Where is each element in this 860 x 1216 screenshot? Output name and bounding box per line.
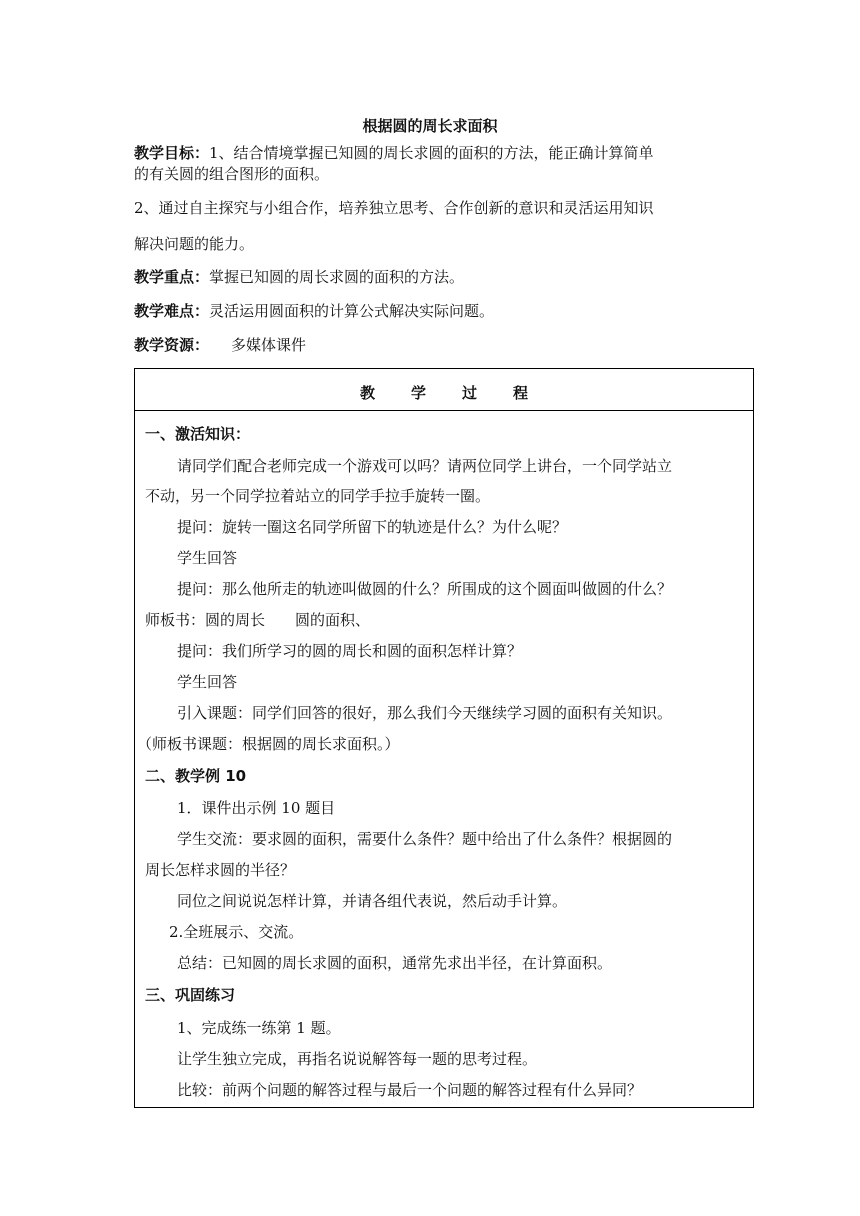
difficulty-text: 灵活运用圆面积的计算公式解决实际问题。 [209,302,495,320]
resources [134,334,306,355]
table-header [135,369,753,411]
s3-comparison: 比较：前两个问题的解答过程与最后一个问题的解答过程有什么异同？ [177,1081,643,1099]
s2-item-1: 1．课件出示例 10 题目 [177,799,336,817]
s3-item-1: 1、完成练一练第 1 题。 [177,1019,341,1037]
s2-item-2: 2.全班展示、交流。 [169,923,304,941]
s1-answer-2: 学生回答 [177,673,238,691]
s1-intro: 引入课题：同学们回答的很好，那么我们今天继续学习圆的面积有关知识。 [177,704,673,722]
s1-answer-1: 学生回答 [177,549,238,567]
objectives-line3: 2、通过自主探究与小组合作，培养独立思考、合作创新的意识和灵活运用知识 [134,199,654,217]
s1-question-2: 提问：那么他所走的轨迹叫做圆的什么？所围成的这个圆面叫做圆的什么？ [177,580,673,598]
resources-text: 多媒体课件 [231,336,307,354]
s1-board-a: 师板书：圆的周长 [145,611,266,629]
section-3-heading: 三、巩固练习 [145,986,236,1004]
s1-board-writing [145,609,370,630]
key-point [134,266,464,287]
header-char-3: 过 [462,384,478,402]
difficulty [134,300,494,321]
page-title: 根据圆的周长求面积 [362,117,498,135]
header-char-1: 教 [359,384,375,402]
objectives-text-1: 1、结合情境掌握已知圆的周长求圆的面积的方法，能正确计算简单 [209,144,654,162]
key-point-text: 掌握已知圆的周长求圆的面积的方法。 [209,268,465,286]
s3-independent-work: 让学生独立完成，再指名说说解答每一题的思考过程。 [177,1050,538,1068]
section-1-heading: 一、激活知识： [145,425,251,443]
s2-summary: 总结：已知圆的周长求圆的面积，通常先求出半径，在计算面积。 [177,954,613,972]
header-char-4: 程 [513,384,529,402]
objectives-line2: 的有关圆的组合图形的面积。 [134,165,330,183]
process-table [134,368,754,1108]
objectives-line4: 解决问题的能力。 [134,235,255,253]
objectives-label: 教学目标： [134,144,210,162]
s1-board-title: （师板书课题：根据圆的周长求面积。） [137,735,400,753]
s1-paragraph-line2: 不动，另一个同学拉着站立的同学手拉手旋转一圈。 [145,487,491,505]
s2-discussion-line2: 周长怎样求圆的半径？ [145,861,296,879]
section-2-heading: 二、教学例 10 [145,767,247,785]
difficulty-label: 教学难点： [134,302,210,320]
objectives-line1 [134,142,654,163]
header-char-2: 学 [410,384,426,402]
s2-pair-work: 同位之间说说怎样计算，并请各组代表说，然后动手计算。 [177,892,568,910]
s2-discussion-line1: 学生交流：要求圆的面积，需要什么条件？题中给出了什么条件？根据圆的 [177,830,673,848]
key-point-label: 教学重点： [134,268,210,286]
s1-board-b: 圆的面积、 [295,611,371,629]
resources-label: 教学资源： [134,336,210,354]
s1-question-1: 提问：旋转一圈这名同学所留下的轨迹是什么？为什么呢？ [177,518,568,536]
s1-question-3: 提问：我们所学习的圆的周长和圆的面积怎样计算？ [177,642,523,660]
s1-paragraph-line1: 请同学们配合老师完成一个游戏可以吗？请两位同学上讲台，一个同学站立 [177,457,673,475]
